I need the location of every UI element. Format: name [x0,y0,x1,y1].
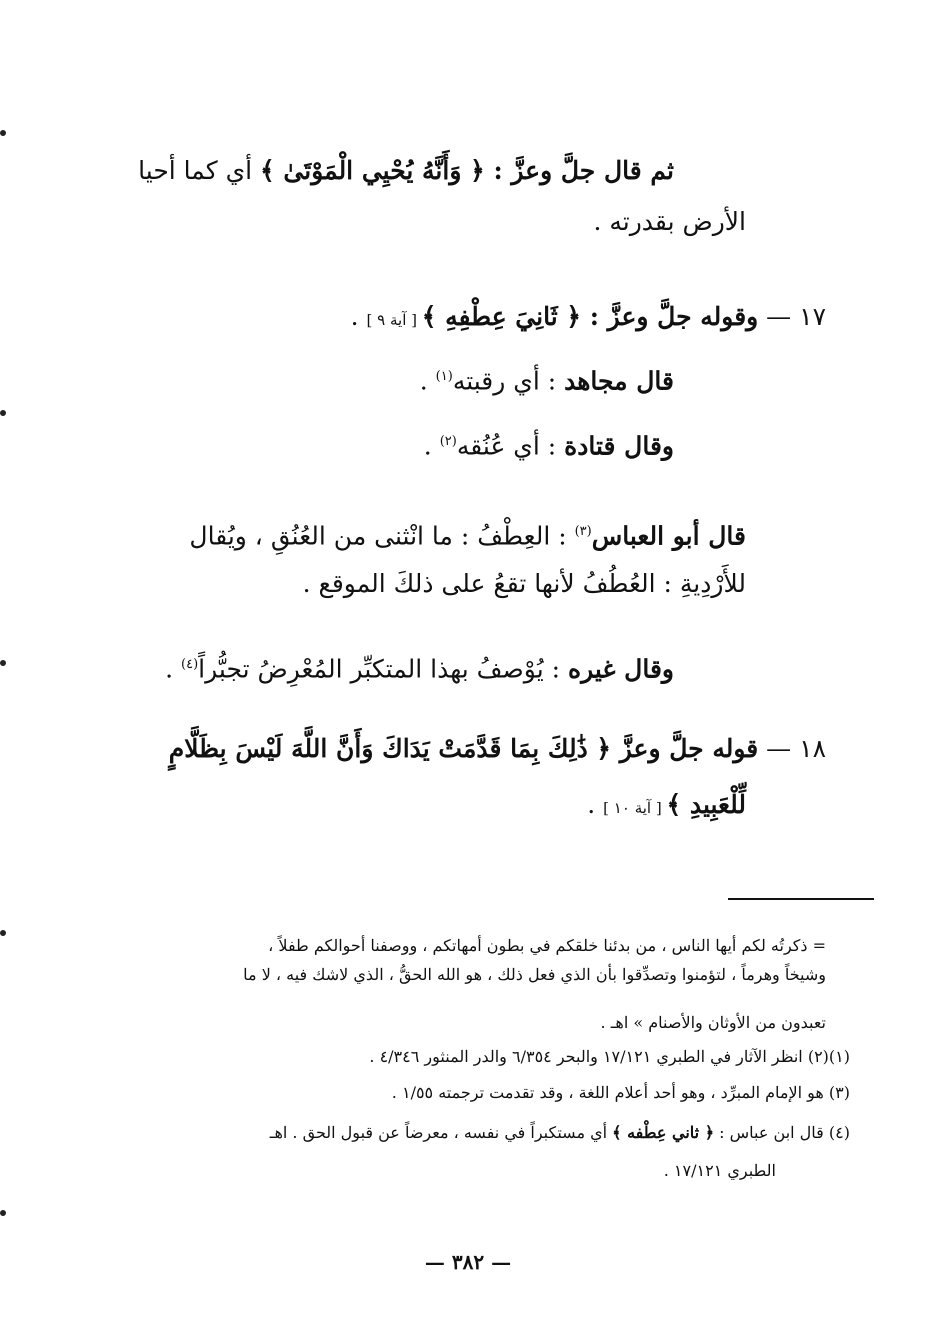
text-line [587,788,746,825]
footnote-text: (٤) قال ابن عباس : [714,1123,850,1142]
edge-mark [0,1210,6,1216]
period: . [587,790,604,819]
text-line [420,360,674,398]
edge-mark [0,410,6,416]
verse-number: ١٨ — [758,734,826,763]
speaker-name: قال أبو العباس [591,521,746,551]
text-line [424,425,674,463]
speaker-heading: قوله جلَّ وعزَّ [611,734,759,763]
ayah-reference: [ آية ٩ ] [366,311,422,329]
footnote-marker: (١) [435,369,453,384]
speaker-heading: وقوله جلَّ وعزَّ : [581,302,759,331]
speaker-heading: ثم قال جلَّ وعزَّ : [484,156,674,185]
period: . [165,654,182,684]
speaker-name: وقال قتادة [564,431,674,461]
footnote-line: تعبدون من الأوثان والأصنام » اهـ . [600,1013,826,1032]
edge-mark [0,930,6,936]
quran-quote: ﴿ ثاني عِطْفه ﴾ [612,1123,715,1142]
quran-quote: لِّلْعَبِيدِ ﴾ [666,790,746,819]
footnote-line: = ذكرتُه لكم أيها الناس ، من بدئنا خلقكم في بطون أمهاتكم ، ووصفنا أحوالكم طفلاً ، [268,936,826,955]
speaker-name: قال مجاهد [564,366,674,396]
footnote-line: الطبري ١٧/١٢١ . [663,1161,776,1180]
quran-quote: ﴿ ثَانِيَ عِطْفِهِ ﴾ [421,302,582,331]
page-number: — ٣٨٢ — [424,1250,512,1274]
footnote-1-2: (١)(٢) انظر الآثار في الطبري ١٧/١٢١ والبحر ٦/٣٥٤ والدر المنثور ٤/٣٤٦ . [369,1047,850,1066]
period: . [350,302,367,331]
period: . [423,431,440,461]
period: . [419,366,436,396]
text-line: للأَرْدِيةِ : العُطُفُ لأنها تقعُ على ذلكَ الموقع . [302,569,746,598]
text-line [189,515,746,553]
footnote-divider [728,898,874,900]
footnote-marker: (٢) [439,434,457,449]
text-line: الأرض بقدرته . [593,207,746,236]
edge-mark [0,130,6,136]
footnote-line: وشيخاً وهرماً ، لتؤمنوا وتصدِّقوا بأن الذي فعل ذلك ، هو الله الحقُّ ، الذي لاشك فيه ، لا ما [243,965,826,984]
commentary-text: : يُوْصفُ بهذا المتكبِّر المُعْرِضُ تجبُّراً [198,654,568,684]
footnote-marker: (٤) [181,657,199,672]
text-line [165,648,674,686]
footnote-4 [270,1122,850,1144]
quran-quote: ﴿ ذَٰلِكَ بِمَا قَدَّمَتْ يَدَاكَ وَأَنَّ اللَّهَ لَيْسَ بِظَلَّامٍ [168,734,612,763]
speaker-name: وقال غيره [567,654,674,684]
verse-heading-18 [169,732,826,766]
commentary-text: : أي رقبته [452,366,565,396]
edge-mark [0,660,6,666]
commentary-text: : العِطْفُ : ما انْثنى من العُنُقِ ، ويُقال [189,521,575,551]
footnote-marker: (٣) [574,524,592,539]
quran-quote: ﴿ وَأَنَّهُ يُحْيِي الْمَوْتَىٰ ﴾ [260,156,485,185]
footnote-text: أي مستكبراً في نفسه ، معرضاً عن قبول الحق . اهـ [269,1123,613,1142]
commentary-text: : أي عُنُقه [456,431,565,461]
verse-heading-17 [351,300,826,337]
commentary-text: أي كما أحيا [138,156,261,185]
footnote-3: (٣) هو الإمام المبرِّد ، وهو أحد أعلام اللغة ، وقد تقدمت ترجمته ١/٥٥ . [391,1083,850,1102]
ayah-reference: [ آية ١٠ ] [603,799,667,817]
verse-number: ١٧ — [758,302,826,331]
text-line [138,154,674,188]
